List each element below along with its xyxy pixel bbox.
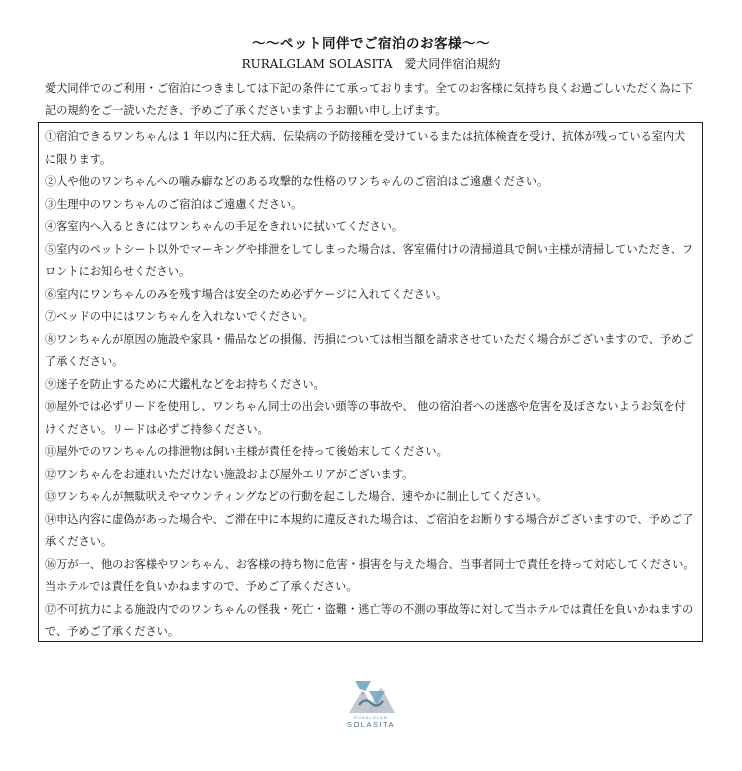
rule-line: ⑬ワンちゃんが無駄吠えやマウンティングなどの行動を起こした場合、速やかに制止してください。 xyxy=(45,490,548,503)
rule-line: ⑩屋外では必ずリードを使用し、ワンちゃん同士の出会い頭等の事故や、 他の宿泊者への迷惑や危害を及ぼさないようお気を付 xyxy=(45,400,686,413)
rule-line: ⑦ベッドの中にはワンちゃんを入れないでください。 xyxy=(45,310,314,323)
rule-line: ④客室内へ入るときにはワンちゃんの手足をきれいに拭いてください。 xyxy=(45,220,404,233)
rule-line: に限ります。 xyxy=(45,152,112,166)
rule-line: ⑰不可抗力による施設内でのワンちゃんの怪我・死亡・盗難・逃亡等の不測の事故等に対して当ホテルでは責任を負いかねますの xyxy=(45,602,694,616)
rule-line: ③生理中のワンちゃんのご宿泊はご遠慮ください。 xyxy=(45,197,303,211)
logo-brand-text: SOLASITA xyxy=(346,720,396,729)
rule-line: 了承ください。 xyxy=(45,355,124,368)
rule-line: ⑯万が一、他のお客様やワンちゃん、お客様の持ち物に危害・損害を与えた場合、当事者同士で責任を持って対応してください。 xyxy=(45,557,695,571)
rule-line: ⑪屋外でのワンちゃんの排泄物は飼い主様が責任を持って後始末してください。 xyxy=(45,445,448,458)
rule-line: ⑫ワンちゃんをお連れいただけない施設および屋外エリアがございます。 xyxy=(45,467,414,481)
intro-line: 記の規約をご一読いただき、予めご了承くださいますようお願い申し上げます。 xyxy=(45,104,447,117)
intro-line: 愛犬同伴でのご利用・ご宿泊につきましては下記の条件にて承っております。全てのお客様に気持ち良くお過ごしいただく為に下 xyxy=(45,82,693,95)
rule-line: けください。リードは必ずご持参ください。 xyxy=(45,422,269,436)
rule-line: ⑥室内にワンちゃんのみを残す場合は安全のため必ずケージに入れてください。 xyxy=(45,287,448,301)
rule-line: 当ホテルでは責任を負いかねますので、予めご了承ください。 xyxy=(45,580,358,593)
rule-line: ⑧ワンちゃんが原因の施設や家具・備品などの損傷、汚損については相当額を請求させていただく場合がございますので、予めご xyxy=(45,332,694,346)
logo-small-text: RURALGLAM xyxy=(354,715,388,720)
rules-box xyxy=(38,122,703,642)
intro-paragraph xyxy=(45,78,705,122)
logo-mark-icon xyxy=(345,675,397,715)
rule-line: ⑤室内のペットシート以外でマーキングや排泄をしてしまった場合は、客室備付けの清掃道具で飼い主様が清掃していただき、フ xyxy=(45,242,694,256)
rule-line: ②人や他のワンちゃんへの噛み癖などのある攻撃的な性格のワンちゃんのご宿泊はご遠慮ください。 xyxy=(45,175,549,188)
rule-line: ⑨迷子を防止するために犬鑑札などをお持ちください。 xyxy=(45,377,325,391)
rule-line: ロントにお知らせください。 xyxy=(45,265,191,278)
rule-line: 承ください。 xyxy=(45,535,113,548)
rule-line: で、予めご了承ください。 xyxy=(45,625,180,638)
rule-line: ⑭申込内容に虚偽があった場合や、ご滞在中に本規約に違反された場合は、ご宿泊をお断りする場合がございますので、予めご了 xyxy=(45,512,694,526)
document-title: 〜〜ペット同伴でご宿泊のお客様〜〜 xyxy=(252,36,490,52)
rule-line: ①宿泊できるワンちゃんは 1 年以内に狂犬病、伝染病の予防接種を受けているまたは抗体検査を受け、抗体が残っている室内犬 xyxy=(45,130,686,143)
document-subtitle: RURALGLAM SOLASITA 愛犬同伴宿泊規約 xyxy=(241,57,501,71)
solasita-logo xyxy=(340,675,402,745)
